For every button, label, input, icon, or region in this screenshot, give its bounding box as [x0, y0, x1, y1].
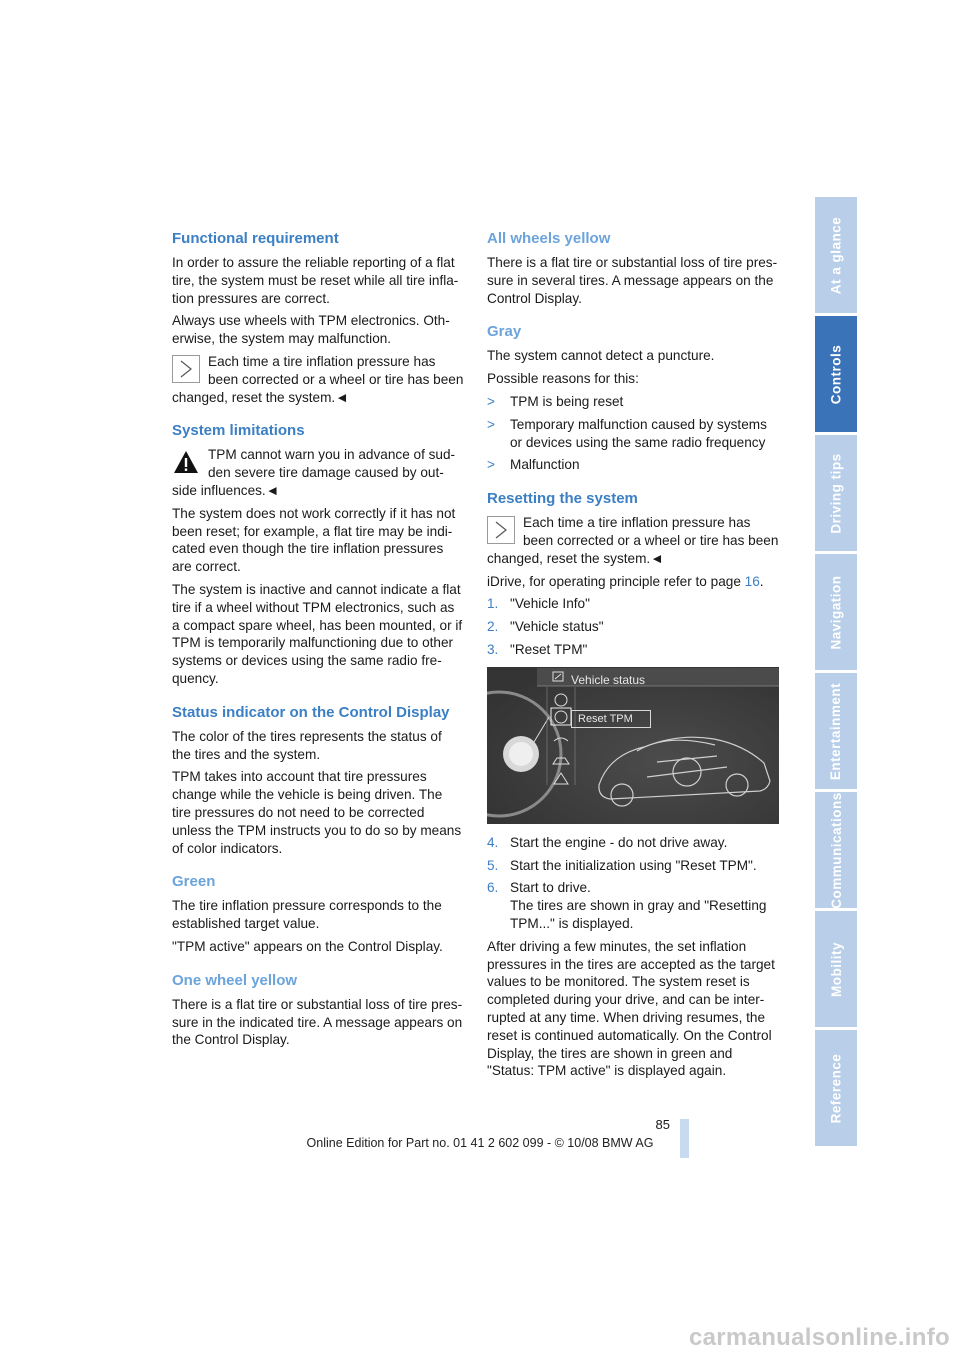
screen-title: Vehicle status — [571, 672, 646, 687]
paragraph: The system does not work correctly if it has not been reset; for example, a flat tire may be indi-cated even though the tire inflation pressures are correct. — [172, 505, 456, 575]
paragraph: There is a flat tire or substantial loss of tire pres-sure in several tires. A message appears on the Control Display. — [487, 255, 778, 306]
paragraph: Always use wheels with TPM electronics. Oth-erwise, the system may malfunction. — [172, 313, 450, 347]
paragraph: "TPM active" appears on the Control Display. — [172, 938, 443, 954]
tab-entertainment[interactable]: Entertainment — [815, 673, 857, 789]
heading-system-limitations: System limitations — [172, 422, 305, 440]
right-column — [487, 228, 779, 1085]
page-number: 85 — [655, 1117, 670, 1132]
list-item: > TPM is being reset — [487, 393, 624, 409]
step-item: 1. "Vehicle Info" — [487, 596, 590, 612]
step-item: 5. Start the initialization using "Reset TPM". — [487, 857, 757, 873]
note-text: Each time a tire inflation pressure has been corrected or a wheel or tire has been — [523, 515, 779, 548]
warning-text: TPM cannot warn you in advance of sud-den severe tire damage caused by out- — [208, 447, 456, 481]
note-text-end: changed, reset the system.◄ — [487, 550, 664, 566]
heading-green: Green — [172, 873, 216, 891]
tab-reference[interactable]: Reference — [815, 1030, 857, 1146]
idrive-reference: iDrive, for operating principle refer to page 16. — [487, 573, 764, 589]
warning-text-end: side influences.◄ — [172, 482, 280, 498]
note-arrow-icon — [172, 355, 200, 383]
steps-list — [487, 834, 779, 933]
note-text: Each time a tire inflation pressure has been corrected or a wheel or tire has been — [208, 353, 464, 387]
tab-driving-tips[interactable]: Driving tips — [815, 435, 857, 551]
paragraph: The system cannot detect a puncture. — [487, 348, 715, 364]
step-item: 3. "Reset TPM" — [487, 641, 588, 657]
tab-at-a-glance[interactable]: At a glance — [815, 197, 857, 313]
heading-all-wheels-yellow: All wheels yellow — [487, 230, 611, 247]
paragraph: The color of the tires represents the status of the tires and the system. — [172, 728, 442, 762]
step-item: 2. "Vehicle status" — [487, 619, 604, 635]
list-item: > Malfunction — [487, 457, 580, 473]
paragraph: TPM takes into account that tire pressures change while the vehicle is being driven. The tire pressures do not need to be corrected unless the TPM instructs you to do so by means of color indicators. — [172, 769, 462, 856]
tab-navigation[interactable]: Navigation — [815, 554, 857, 670]
note-arrow-icon — [487, 516, 515, 544]
control-display-screenshot — [487, 667, 779, 824]
warning-box — [172, 446, 464, 499]
step-item: 6. Start to drive. The tires are shown in gray and "Resetting TPM..." is displayed. — [487, 880, 767, 931]
tab-mobility[interactable]: Mobility — [815, 911, 857, 1027]
heading-status-indicator: Status indicator on the Control Display — [172, 703, 450, 721]
paragraph: Possible reasons for this: — [487, 371, 639, 387]
paragraph: The tire inflation pressure corresponds to the established target value. — [172, 898, 442, 932]
watermark: carmanualsonline.info — [688, 1324, 950, 1351]
step-item: 4. Start the engine - do not drive away. — [487, 834, 728, 850]
heading-resetting-the-system: Resetting the system — [487, 490, 638, 508]
note-text-end: changed, reset the system.◄ — [172, 389, 349, 405]
tab-controls[interactable]: Controls — [815, 316, 857, 432]
reasons-list — [487, 393, 779, 474]
paragraph: In order to assure the reliable reporting of a flat tire, the system must be reset while all tire infla-tion pressures are correct. — [172, 255, 459, 306]
paragraph: After driving a few minutes, the set inflation pressures in the tires are accepted as the target values to be monitored. The system reset is completed during your drive, and can be inter-rupted at any time. When driving resumes, the reset is continued automatically. On the Control Display, the tires are shown in green and "Status: TPM active" is displayed again. — [487, 938, 775, 1079]
note-box — [172, 353, 464, 406]
tab-communications[interactable]: Communications — [815, 792, 857, 908]
heading-one-wheel-yellow: One wheel yellow — [172, 971, 298, 989]
left-column — [172, 228, 464, 1054]
footer-text: Online Edition for Part no. 01 41 2 602 099 - © 10/08 BMW AG — [306, 1136, 654, 1150]
heading-functional-requirement: Functional requirement — [172, 230, 339, 247]
page-link[interactable]: 16 — [744, 573, 760, 589]
list-item: > Temporary malfunction caused by systems or devices using the same radio frequency — [487, 416, 767, 450]
paragraph: There is a flat tire or substantial loss of tire pres-sure in the indicated tire. A message appears on the Control Display. — [172, 996, 463, 1048]
note-box — [487, 514, 779, 567]
paragraph: The system is inactive and cannot indicate a flat tire if a wheel without TPM electronics, such as a compact spare wheel, has been mounted, or if TPM is temporarily malfunctioning due to other systems or devices using the same radio fre-quency. — [172, 581, 463, 686]
reset-tpm-menu-item: Reset TPM — [571, 710, 651, 728]
heading-gray: Gray — [487, 323, 522, 341]
steps-list — [487, 595, 779, 658]
section-tabs — [815, 197, 857, 1149]
warning-icon — [172, 448, 200, 476]
vehicle-status-illustration — [487, 667, 779, 824]
